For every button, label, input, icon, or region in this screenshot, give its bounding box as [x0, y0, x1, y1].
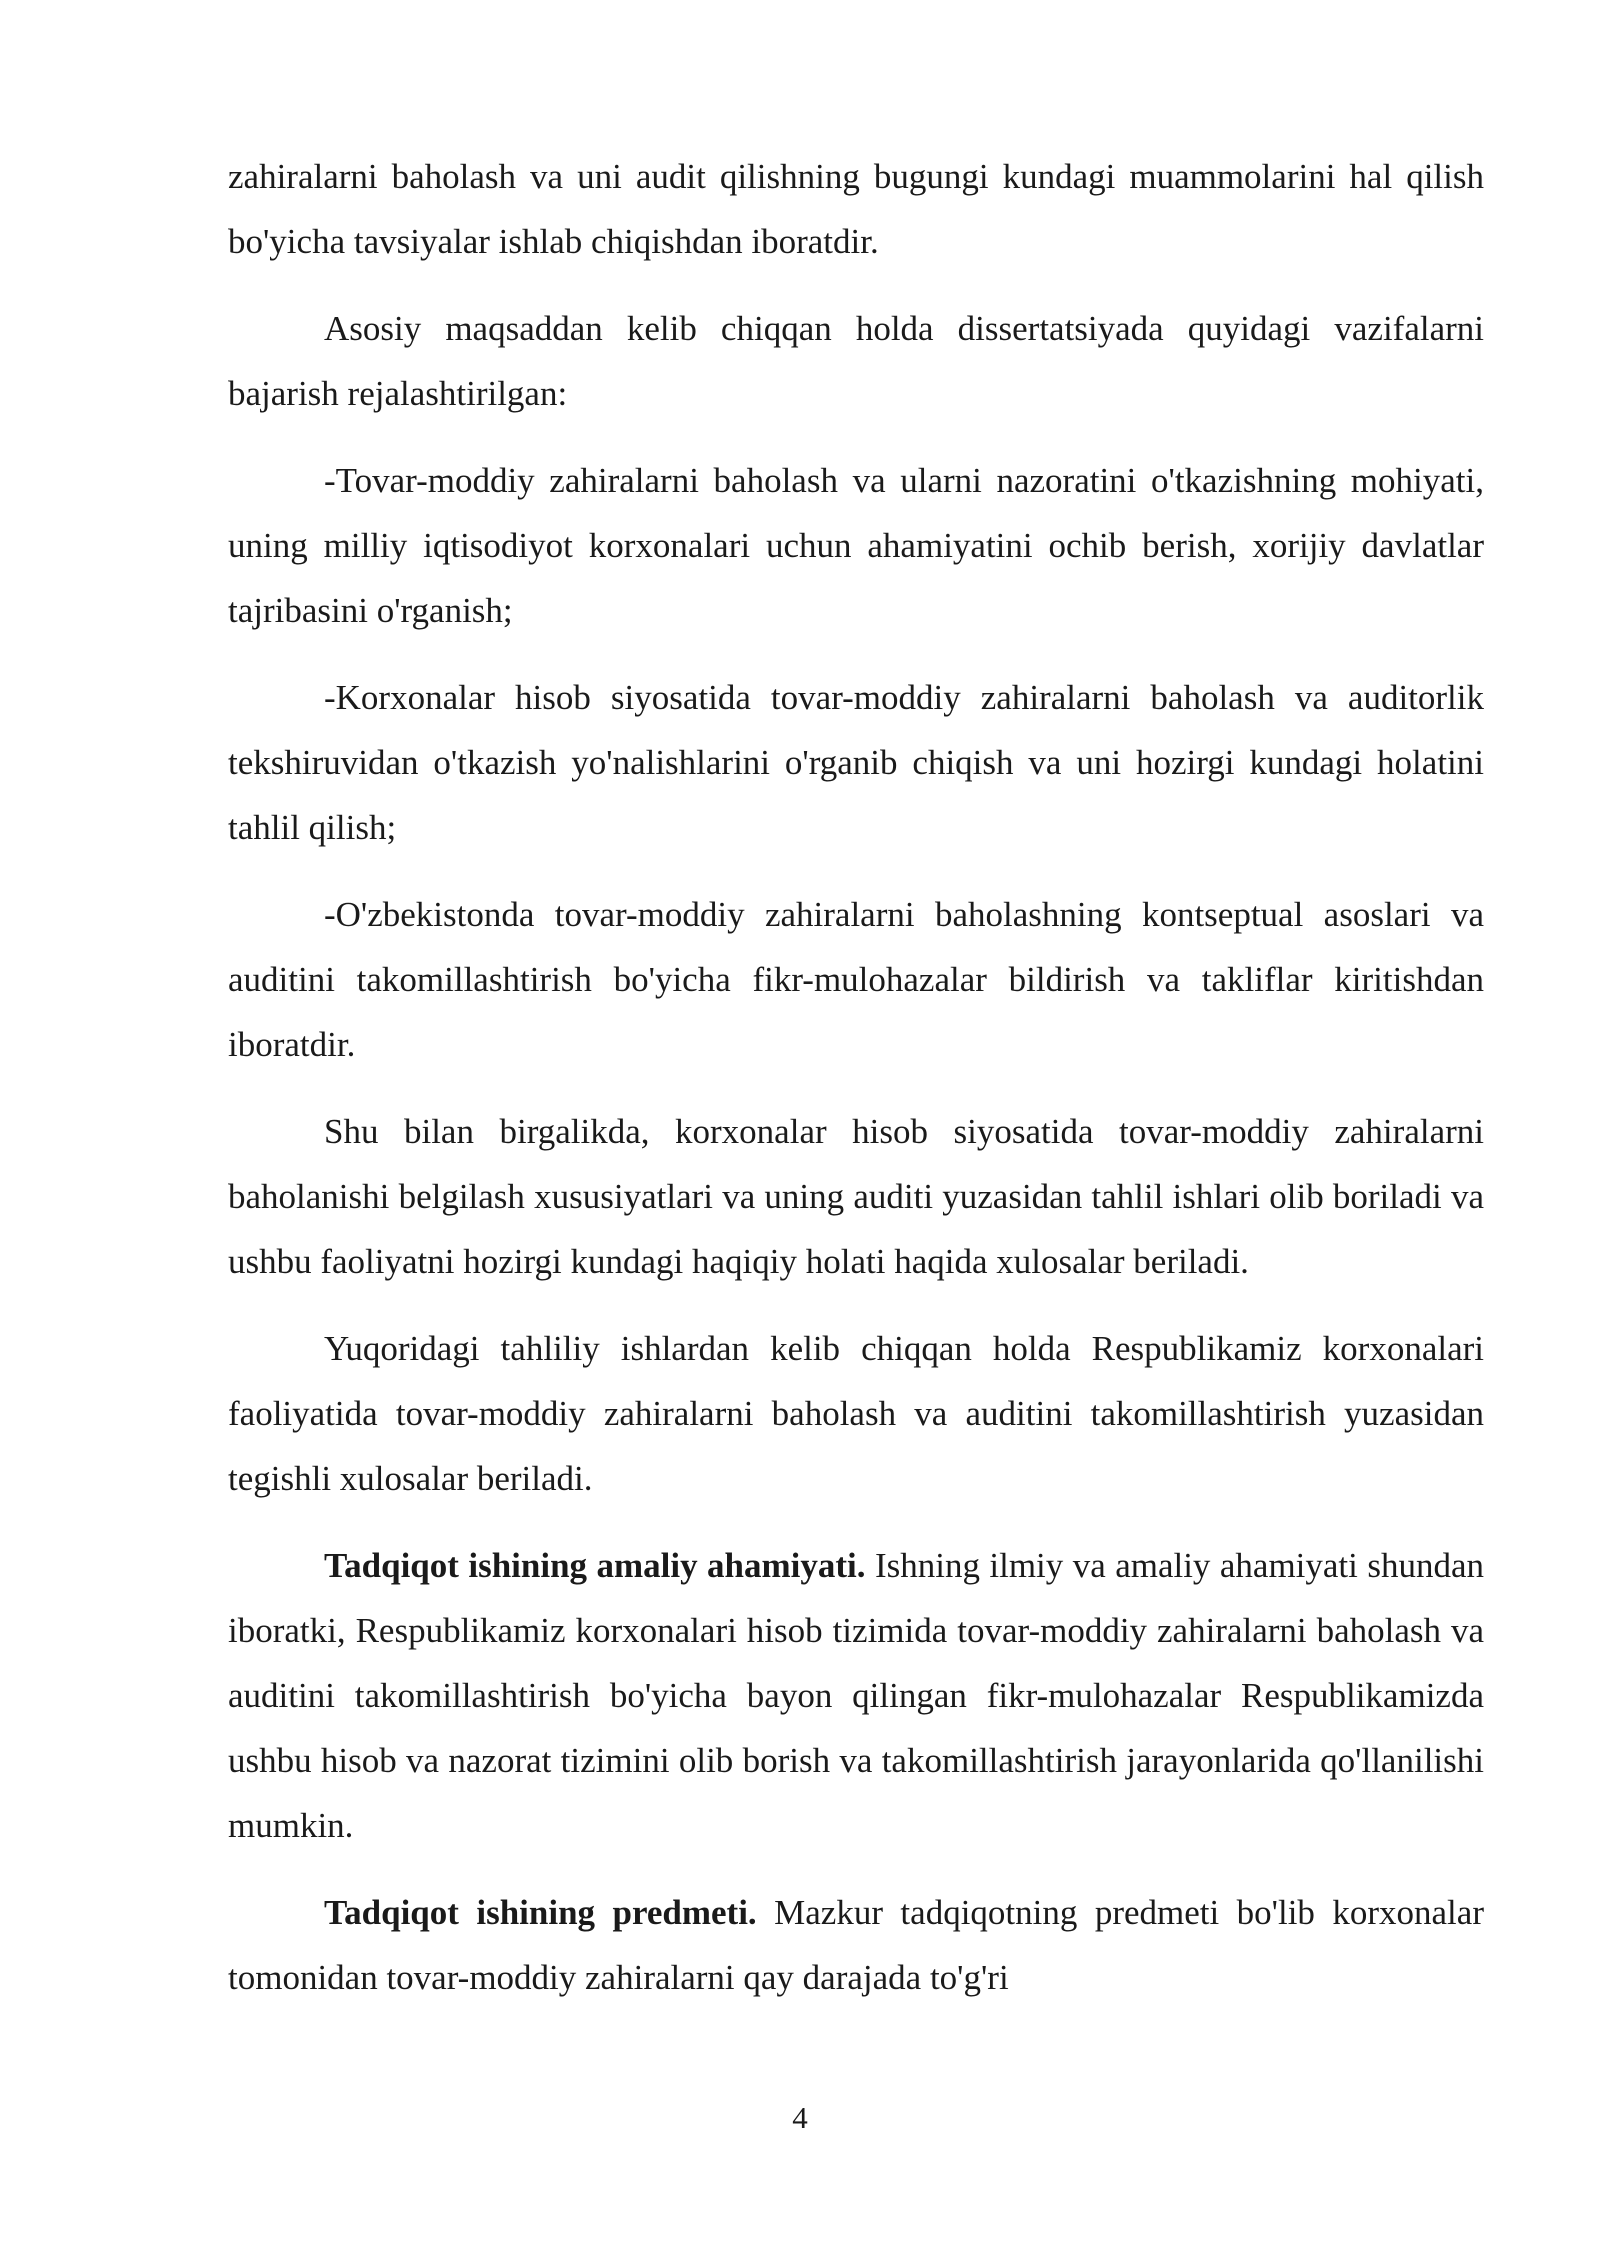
- paragraph-text: Mazkur tadqiqotning predmeti bo'lib korxonalar tomonidan tovar-moddiy zahiralarni qay darajada to'g'ri: [228, 1893, 1484, 1997]
- paragraph-research-subject: [228, 1880, 1484, 2010]
- paragraph-text: -Korxonalar hisob siyosatida tovar-moddiy zahiralarni baholash va auditorlik tekshiruvidan o'tkazish yo'nalishlarini o'rganib chiqish va uni hozirgi kundagi holatini tahlil qilish;: [228, 678, 1484, 847]
- paragraph-practical-significance: [228, 1533, 1484, 1858]
- paragraph-text: Yuqoridagi tahliliy ishlardan kelib chiqqan holda Respublikamiz korxonalari faoliyatida tovar-moddiy zahiralarni baholash va auditini takomillashtirish yuzasidan tegishli xulosalar beriladi.: [228, 1329, 1484, 1498]
- paragraph-main-goal: [228, 296, 1484, 426]
- paragraph-conclusions: [228, 1316, 1484, 1511]
- paragraph-task-2: [228, 665, 1484, 860]
- paragraph-lead-heading: Tadqiqot ishining predmeti.: [324, 1893, 757, 1932]
- paragraph-text: Shu bilan birgalikda, korxonalar hisob siyosatida tovar-moddiy zahiralarni baholanishi belgilash xususiyatlari va uning auditi yuzasidan tahlil ishlari olib boriladi va ushbu faoliyatni hozirgi kundagi haqiqiy holati haqida xulosalar beriladi.: [228, 1112, 1484, 1281]
- paragraph-lead-heading: Tadqiqot ishining amaliy ahamiyati.: [324, 1546, 866, 1585]
- paragraph-text: Asosiy maqsaddan kelib chiqqan holda dissertatsiyada quyidagi vazifalarni bajarish rejalashtirilgan:: [228, 309, 1484, 413]
- paragraph-text: -O'zbekistonda tovar-moddiy zahiralarni baholashning kontseptual asoslari va auditini takomillashtirish bo'yicha fikr-mulohazalar bildirish va takliflar kiritishdan iboratdir.: [228, 895, 1484, 1064]
- paragraph-analysis: [228, 1099, 1484, 1294]
- paragraph-continuation: [228, 144, 1484, 274]
- paragraph-task-1: [228, 448, 1484, 643]
- document-page: [228, 144, 1484, 2032]
- paragraph-text: Ishning ilmiy va amaliy ahamiyati shundan iboratki, Respublikamiz korxonalari hisob tizimida tovar-moddiy zahiralarni baholash va auditini takomillashtirish bo'yicha bayon qilingan fikr-mulohazalar Respublikamizda ushbu hisob va nazorat tizimini olib borish va takomillashtirish jarayonlarida qo'llanilishi mumkin.: [228, 1546, 1484, 1845]
- page-number: 4: [792, 2100, 808, 2135]
- paragraph-text: zahiralarni baholash va uni audit qilishning bugungi kundagi muammolarini hal qilish bo'yicha tavsiyalar ishlab chiqishdan iboratdir.: [228, 157, 1484, 261]
- paragraph-text: -Tovar-moddiy zahiralarni baholash va ularni nazoratini o'tkazishning mohiyati, uning milliy iqtisodiyot korxonalari uchun ahamiyatini ochib berish, xorijiy davlatlar tajribasini o'rganish;: [228, 461, 1484, 630]
- paragraph-task-3: [228, 882, 1484, 1077]
